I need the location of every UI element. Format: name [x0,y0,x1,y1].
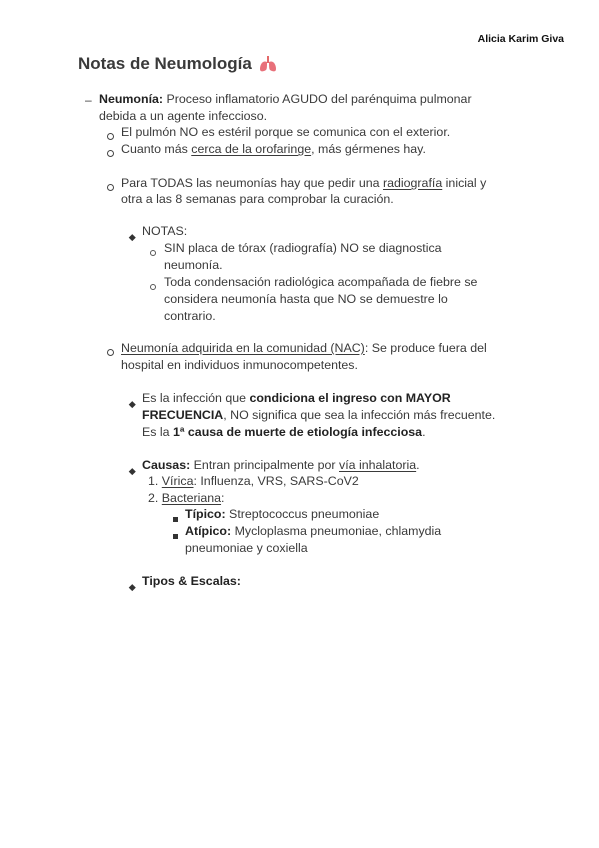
small-circle-bullet [150,278,156,295]
point-radiografia-pre: Para TODAS las neumonías hay que pedir una [121,176,383,190]
virica-underline: Vírica [161,474,194,488]
causas-line [142,457,420,474]
nota-2-line-3: contrario. [164,309,216,323]
nac-b1-bold-2: FRECUENCIA [142,408,224,422]
tipico-text: Streptococcus pneumoniae [225,507,380,521]
cause-2 [148,490,225,507]
notas-label: NOTAS: [142,224,188,238]
point-radiografia [121,175,486,192]
nac-underline: Neumonía adquirida en la comunidad (NAC) [121,341,365,355]
tipico-label: Típico: [185,507,226,521]
diamond-bullet [130,394,135,411]
point-sterile: El pulmón NO es estéril porque se comunica con el exterior. [121,125,451,139]
causas-post: . [416,458,420,472]
square-bullet [173,527,178,544]
atipico-line [185,523,441,540]
page-title-text: Notas de Neumología [78,54,252,73]
page-title [78,54,278,74]
orofaringe-underline: cerca de la orofaringe [191,142,312,156]
cause-1-number: 1. [148,474,159,488]
nota-1-line-1: SIN placa de tórax (radiografía) NO se diagnostica [164,241,442,255]
atipico-text: Mycloplasma pneumoniae, chlamydia [231,524,442,538]
cause-1 [148,473,359,490]
cause-1-text: : Influenza, VRS, SARS-CoV2 [193,474,359,488]
nac-post: : Se produce fuera del [364,341,487,355]
cause-2-number: 2. [148,491,159,505]
circle-bullet [107,145,114,162]
tipos-label: Tipos & Escalas: [142,574,241,588]
nac-b1-bold: condiciona el ingreso con MAYOR [249,391,451,405]
circle-bullet [107,179,114,196]
diamond-bullet [130,461,135,478]
point-orofaringe [121,141,426,158]
dash-bullet: – [85,93,92,107]
diamond-bullet [130,577,135,594]
cause-2-text: : [221,491,225,505]
definition-line-1 [99,91,472,108]
nac-b1-post: , NO significa que sea la infección más frecuente. [223,408,496,422]
nac-bullet-1-line-1 [142,390,451,407]
nota-1-line-2: neumonía. [164,258,223,272]
nac-b1-line3-post: . [422,425,426,439]
atipico-line-2: pneumoniae y coxiella [185,541,308,555]
atipico-label: Atípico: [185,524,232,538]
nac-b1-line3-pre: Es la [142,425,173,439]
definition-line-2: debida a un agente infeccioso. [99,109,268,123]
square-bullet [173,510,178,527]
diamond-bullet [130,227,135,244]
radiografia-underline: radiografía [382,176,443,190]
nac-bullet-1-line-3 [142,424,426,441]
point-orofaringe-pre: Cuanto más [121,142,192,156]
nota-2-line-2: considera neumonía hasta que NO se demuestre lo [164,292,448,306]
circle-bullet [107,128,114,145]
nac-line-1 [121,340,487,357]
point-orofaringe-post: , más gérmenes hay. [311,142,426,156]
causas-label: Causas: [142,458,191,472]
small-circle-bullet [150,244,156,261]
nac-b1-line3-bold: 1ª causa de muerte de etiología infecciosa [173,425,423,439]
author-name: Alicia Karim Giva [477,33,564,45]
causas-pre: Entran principalmente por [190,458,339,472]
nac-bullet-1-line-2 [142,407,495,424]
definition-text: Proceso inflamatorio AGUDO del parénquima pulmonar [163,92,472,106]
nota-2-line-1: Toda condensación radiológica acompañada de fiebre se [164,275,478,289]
circle-bullet [107,344,114,361]
tipico-line [185,506,379,523]
point-radiografia-post: inicial y [442,176,487,190]
via-inhalatoria-underline: vía inhalatoria [339,458,417,472]
lungs-icon [258,54,278,74]
nac-line-2: hospital en individuos inmunocompetentes. [121,358,358,372]
point-radiografia-line-2: otra a las 8 semanas para comprobar la curación. [121,192,394,206]
bacteriana-underline: Bacteriana [161,491,222,505]
tipos-escalas-label [142,573,241,590]
definition-term: Neumonía: [99,92,164,106]
nac-b1-pre: Es la infección que [142,391,250,405]
